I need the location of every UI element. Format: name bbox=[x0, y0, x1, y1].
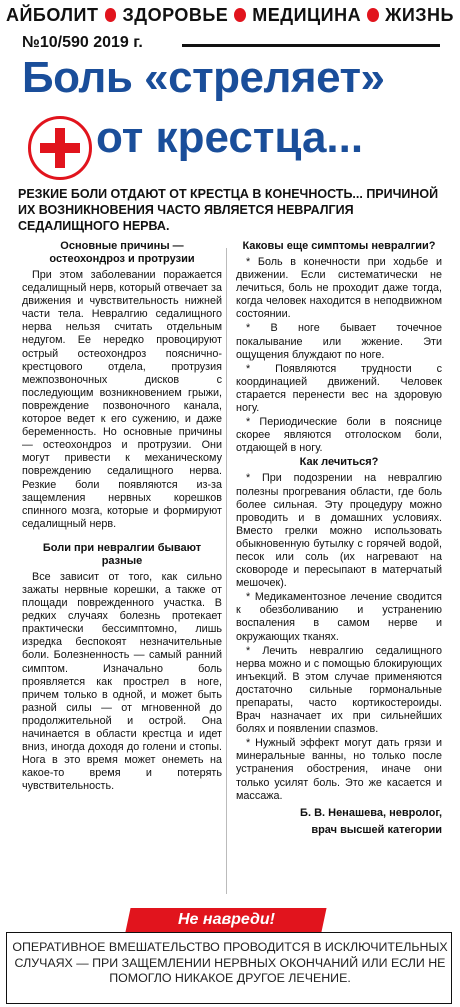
subheading-pain-types: Боли при невралгии бывают разные bbox=[42, 541, 202, 567]
subheading-treatment: Как лечиться? bbox=[299, 456, 379, 469]
list-item: * Медикаментозное лечение сводится к обезболиванию и устранению воспаления в самом нерве и окружающих тканях. bbox=[236, 591, 442, 643]
list-item: * При подозрении на невралгию полезны прогревания области, где боль более сильная. Эту процедуру можно проводить и в домашних условиях. Вместо грелки можно использовать обыкновенную бутылку с горячей водой, песок или соль (их нагревают на сковороде и пересыпают в матерчатый мешочек). bbox=[236, 472, 442, 590]
header-item-medicine: МЕДИЦИНА bbox=[252, 4, 362, 25]
article-lead: РЕЗКИЕ БОЛИ ОТДАЮТ ОТ КРЕСТЦА В КОНЕЧНОСТЬ... ПРИЧИНОЙ ИХ ВОЗНИКНОВЕНИЯ ЧАСТО ЯВЛЯЕТСЯ НЕВРАЛГИЯ СЕДАЛИЩНОГО НЕРВА. bbox=[18, 187, 439, 233]
list-item: * Нужный эффект могут дать грязи и минеральные ванны, но только после устранения обострения, иначе они только усилят боль. Это же касается и массажа. bbox=[236, 737, 442, 802]
headline-line-2: от крестца... bbox=[96, 113, 364, 162]
author-name: Б. В. Ненашева, невролог, bbox=[300, 806, 442, 819]
red-cross-icon bbox=[28, 116, 92, 180]
list-item: * Лечить невралгию седалищного нерва можно и с помощью блокирующих инъекций. В этом случае применяются достаточно сильные гормональные препараты, часто кортикостероиды. Врач назначает их при сильнейших болях и появлении спазмов. bbox=[236, 644, 442, 736]
headline-line-1: Боль «стреляет» bbox=[22, 53, 385, 102]
header-rule bbox=[182, 44, 440, 47]
warning-banner-label: Не навреди! bbox=[177, 911, 275, 928]
list-item: * Появляются трудности с координацией движений. Человек старается перенести вес на здоровую ногу. bbox=[236, 362, 442, 415]
red-dot-icon bbox=[105, 8, 117, 22]
author-title: врач высшей категории bbox=[311, 823, 442, 836]
list-item: * В ноге бывает точечное покалывание или жжение. Эти ощущения блуждают по ноге. bbox=[236, 322, 442, 361]
header-item-aibolit: АЙБОЛИТ bbox=[6, 4, 99, 25]
subheading-causes: Основные причины — остеохондроз и протрузии bbox=[49, 240, 195, 265]
header-item-health: ЗДОРОВЬЕ bbox=[122, 4, 229, 25]
header-item-life: ЖИЗНЬ bbox=[385, 4, 454, 25]
warning-banner bbox=[125, 908, 326, 932]
paragraph: При этом заболевании поражается седалищный нерв, который отвечает за движения и чувствительность нижней части тела. Невралгию седалищного нерва нельзя считать отдельным недугом. Ее нередко провоцируют острый остеохондроз пояснично-крестцового отдела, протрузия межпозвоночных дисков с последующим возникновением грыжи, повреждение позвоночного канала, которое ведет к его сужению, и даже беременность. Но основные причины — остеохондроз и протрузии. Они могут привести к механическому повреждению седалищного нерва. Резкие боли появляются из-за защемления нервных корешков спинного мозга, которые и формируют седалищный нерв. bbox=[22, 269, 222, 530]
list-item: * Периодические боли в пояснице скорее являются отголоском боли, отдающей в ногу. bbox=[236, 416, 442, 455]
article-column-right bbox=[236, 240, 442, 837]
column-divider bbox=[226, 248, 227, 894]
subheading-symptoms: Каковы еще симптомы невралгии? bbox=[242, 240, 436, 252]
issue-number: №10/590 2019 г. bbox=[22, 34, 143, 51]
warning-text: ОПЕРАТИВНОЕ ВМЕШАТЕЛЬСТВО ПРОВОДИТСЯ В ИСКЛЮЧИТЕЛЬНЫХ СЛУЧАЯХ — ПРИ ЗАЩЕМЛЕНИИ НЕРВНЫХ ОКОНЧАНИЙ ИЛИ ЕСЛИ НЕ ПОМОГЛО НИКАКОЕ ДРУГОЕ ЛЕЧЕНИЕ. bbox=[12, 940, 448, 985]
paragraph: Все зависит от того, как сильно зажаты нервные корешки, а также от площади поврежденного участка. В редких случаях болезнь протекает практически бессимптомно, лишь изредка беспокоят незначительные боли. Болезненность — самый ранний симптом. Изначально боль проявляется как прострел в ноге, причем только в одной, и может быть разной силы — от мгновенной до продолжительной и острой. Она начинается в области крестца и идет вниз, иногда доходя до голени и стопы. Нога в это время может онеметь на какое-то время и потерять чувствительность. bbox=[22, 570, 222, 793]
red-dot-icon bbox=[367, 8, 379, 22]
red-dot-icon bbox=[234, 8, 246, 22]
section-header bbox=[6, 4, 454, 26]
article-column-left bbox=[22, 240, 222, 794]
list-item: * Боль в конечности при ходьбе и движении. Если систематически не лечиться, боль не проходит даже тогда, когда человек находится в неподвижном состоянии. bbox=[236, 256, 442, 321]
